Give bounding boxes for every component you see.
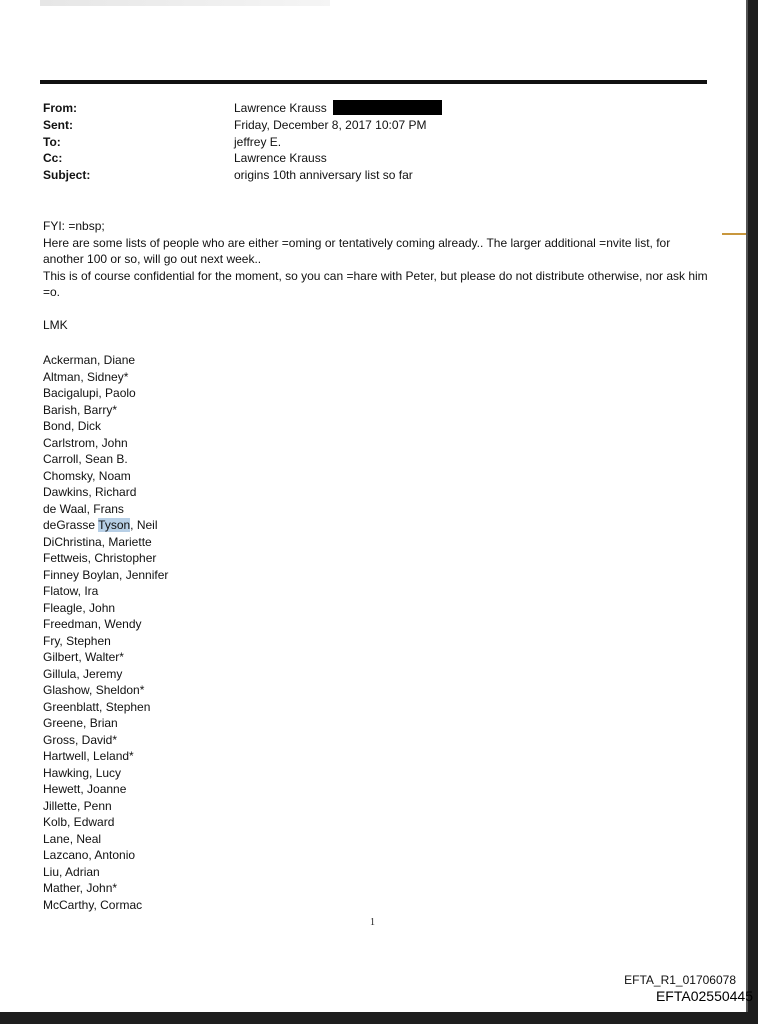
redaction-block [333,100,442,115]
list-item: Greenblatt, Stephen [43,699,151,714]
list-item: Carroll, Sean B. [43,452,128,466]
name-part: deGrasse [43,518,99,532]
sent-value: Friday, December 8, 2017 10:07 PM [234,117,427,132]
list-item: Fettweis, Christopher [43,551,157,565]
header-rule [40,80,707,84]
list-item: Bacigalupi, Paolo [43,386,136,400]
list-item: Carlstrom, John [43,435,128,450]
body-line-lmk: LMK [43,317,68,332]
list-item: Hewett, Joanne [43,782,127,796]
list-item: Mather, John* [43,881,118,895]
cc-value: Lawrence Krauss [234,151,327,166]
list-item: Hawking, Lucy [43,765,122,780]
list-item: Bond, Dick [43,419,102,433]
scan-smudge [40,0,330,6]
list-item: Glashow, Sheldon* [43,683,145,697]
list-item: Kolb, Edward [43,815,115,829]
page-number: 1 [370,917,375,928]
subject-value: origins 10th anniversary list so far [234,168,413,183]
attendee-list [43,352,708,913]
list-item: Gilbert, Walter* [43,650,124,664]
list-item: Lane, Neal [43,831,102,846]
list-item [43,517,708,534]
list-item: de Waal, Frans [43,501,124,516]
list-item: Greene, Brian [43,716,118,730]
cc-label: Cc: [43,151,63,166]
list-item: Fleagle, John [43,600,116,615]
body-line-confidential: This is of course confidential for the moment, so you can =hare with Peter, but please do not distribute otherwise, nor ask him =o. [43,268,708,299]
list-item: Gross, David* [43,732,118,747]
list-item: Gillula, Jeremy [43,666,123,681]
list-item: Jillette, Penn [43,798,112,813]
list-item: Barish, Barry* [43,402,118,417]
subject-label: Subject: [43,168,91,183]
margin-mark [722,233,748,235]
highlighted-text[interactable]: Tyson [98,518,131,532]
list-item: Finney Boylan, Jennifer [43,567,169,582]
list-item: Freedman, Wendy [43,617,142,631]
sent-label: Sent: [43,117,73,132]
from-name: Lawrence Krauss [234,101,327,115]
to-label: To: [43,134,61,149]
footer-id-secondary: EFTA02550445 [655,988,753,1004]
list-item: Dawkins, Richard [43,485,137,499]
body-line-fyi: FYI: =nbsp; [43,219,105,233]
list-item: Liu, Adrian [43,864,100,879]
list-item: Chomsky, Noam [43,468,131,483]
list-item: Fry, Stephen [43,633,111,648]
email-body [43,218,708,913]
body-line-lists: Here are some lists of people who are either =oming or tentatively coming already.. The larger additional =nvite list, for another 100 or so, will go out next week.. [43,235,671,266]
from-label: From: [43,101,77,115]
list-item: DiChristina, Mariette [43,534,152,549]
list-item: McCarthy, Cormac [43,897,143,912]
name-part: , Neil [130,518,158,532]
from-value [234,100,442,117]
to-value: jeffrey E. [234,134,282,149]
list-item: Flatow, Ira [43,584,99,598]
list-item: Lazcano, Antonio [43,848,136,862]
list-item: Hartwell, Leland* [43,749,134,763]
list-item: Ackerman, Diane [43,353,136,367]
list-item: Altman, Sidney* [43,369,129,384]
footer-id-primary: EFTA_R1_01706078 [624,973,736,987]
